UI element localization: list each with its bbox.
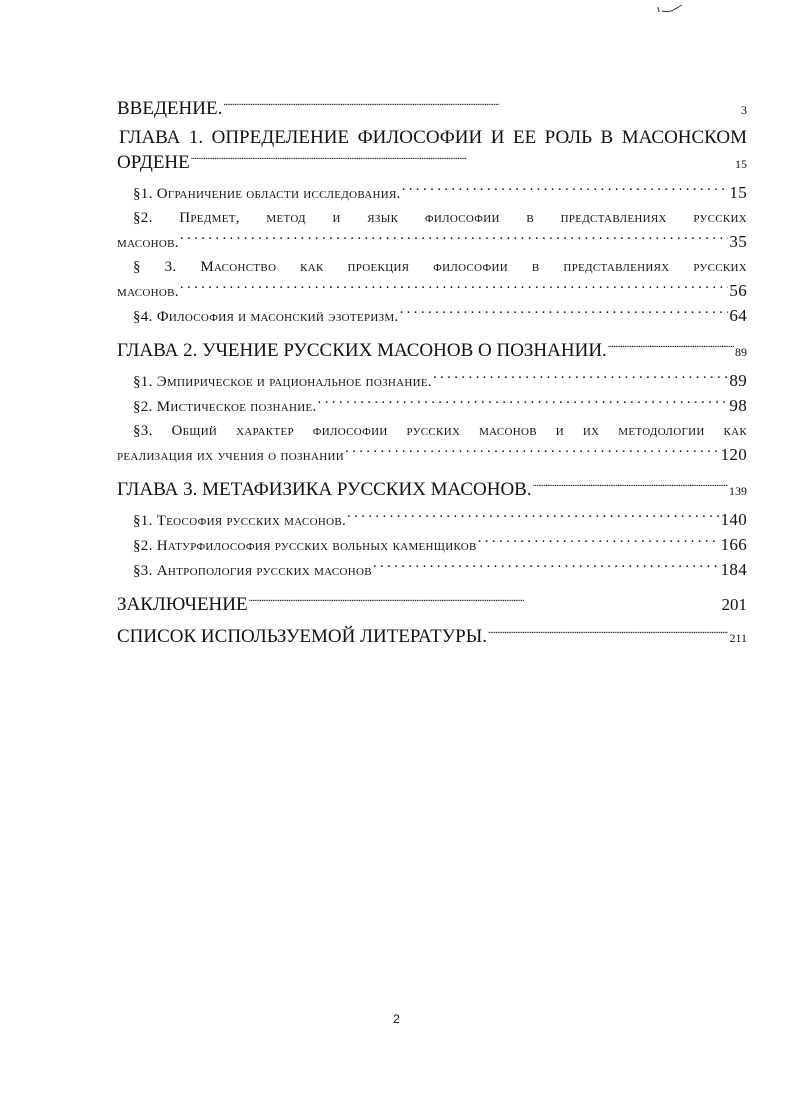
toc-entry-title: ЗАКЛЮЧЕНИЕ: [117, 594, 248, 615]
toc-entry-title-line2: реализация их учения о познании: [117, 448, 344, 464]
toc-entry-ch1-s1[interactable]: [133, 181, 747, 206]
table-of-contents: [117, 95, 747, 653]
toc-entry-ch1-s4[interactable]: [133, 304, 747, 329]
toc-entry-ch2-s1[interactable]: [133, 369, 747, 394]
dot-leader: [488, 623, 728, 642]
toc-entry-references[interactable]: [117, 623, 747, 653]
dot-leader: [249, 591, 721, 610]
toc-entry-page: 15: [735, 157, 747, 171]
dot-leader: [345, 445, 720, 460]
dot-leader: [533, 476, 728, 495]
toc-entry-title: ГЛАВА 2. УЧЕНИЕ РУССКИХ МАСОНОВ О ПОЗНАНИИ.: [117, 340, 607, 361]
dot-leader: [318, 396, 729, 411]
toc-entry-title: §2. Мистическое познание.: [133, 399, 317, 415]
toc-entry-title-line2: масонов.: [117, 235, 179, 251]
toc-entry-title: §1. Теософия русских масонов.: [133, 513, 347, 529]
toc-entry-ch3-s1[interactable]: [133, 508, 747, 533]
toc-entry-chapter-2[interactable]: [117, 337, 747, 367]
dot-leader: [402, 183, 729, 198]
dot-leader: [180, 281, 729, 296]
toc-entry-page: 3: [741, 103, 747, 117]
toc-entry-title-line2: масонов.: [117, 284, 179, 300]
page-number: 2: [393, 1012, 400, 1026]
toc-entry-ch3-s2[interactable]: [133, 533, 747, 558]
toc-entry-page: 89: [735, 345, 747, 359]
toc-entry-title: §1. Ограничение области исследования.: [133, 186, 401, 202]
toc-entry-ch2-s3[interactable]: [117, 419, 747, 468]
chapter-1-sections: [117, 181, 747, 329]
dot-leader: [608, 337, 734, 356]
toc-entry-title: §3. Антропология русских масонов: [133, 563, 372, 579]
toc-entry-page: 139: [729, 484, 747, 498]
toc-entry-page: 56: [729, 281, 747, 300]
dot-leader: [478, 535, 720, 550]
toc-entry-title: СПИСОК ИСПОЛЬЗУЕМОЙ ЛИТЕРАТУРЫ.: [117, 626, 488, 647]
dot-leader: [223, 95, 740, 114]
toc-entry-title-line1: ГЛАВА 1. ОПРЕДЕЛЕНИЕ ФИЛОСОФИИ И ЕЕ РОЛЬ В МАСОНСКОМ: [119, 127, 747, 148]
dot-leader: [433, 371, 728, 386]
toc-entry-ch3-s3[interactable]: [133, 558, 747, 583]
toc-entry-page: 201: [721, 595, 747, 614]
dot-leader: [347, 510, 720, 525]
toc-entry-title: §4. Философия и масонский эзотеризм.: [133, 309, 399, 325]
toc-entry-page: 211: [729, 631, 747, 645]
toc-entry-ch2-s2[interactable]: [133, 394, 747, 419]
toc-entry-page: 15: [729, 183, 747, 202]
toc-entry-page: 166: [720, 535, 747, 554]
chapter-3-sections: [117, 508, 747, 583]
toc-entry-title: ГЛАВА 3. МЕТАФИЗИКА РУССКИХ МАСОНОВ.: [117, 479, 532, 500]
toc-entry-page: 35: [729, 232, 747, 251]
handwritten-mark: [655, 2, 685, 16]
toc-entry-title-line1: §2. Предмет, метод и язык философии в представлениях русских: [133, 210, 747, 226]
toc-entry-ch1-s3[interactable]: [117, 255, 747, 304]
toc-entry-page: 64: [729, 306, 747, 325]
toc-entry-page: 140: [720, 510, 747, 529]
toc-entry-title-line2: ОРДЕНЕ: [117, 152, 190, 173]
toc-entry-title: §1. Эмпирическое и рациональное познание.: [133, 374, 432, 390]
dot-leader: [180, 232, 729, 247]
toc-entry-page: 184: [720, 560, 747, 579]
dot-leader: [400, 306, 729, 321]
toc-entry-page: 98: [729, 396, 747, 415]
toc-entry-ch1-s2[interactable]: [117, 206, 747, 255]
toc-entry-title: ВВЕДЕНИЕ.: [117, 98, 223, 119]
toc-entry-intro[interactable]: [117, 95, 747, 123]
dot-leader: [191, 149, 734, 168]
toc-entry-conclusion[interactable]: [117, 591, 747, 623]
toc-entry-title-line1: §3. Общий характер философии русских масонов и их методологии как: [133, 423, 747, 439]
toc-entry-chapter-1[interactable]: [117, 127, 747, 175]
toc-entry-chapter-3[interactable]: [117, 476, 747, 506]
dot-leader: [373, 560, 720, 575]
toc-entry-page: 120: [720, 445, 747, 464]
toc-entry-title: §2. Натурфилософия русских вольных каменщиков: [133, 538, 477, 554]
toc-entry-title-line1: § 3. Масонство как проекция философии в представлениях русских: [133, 259, 747, 275]
toc-entry-page: 89: [729, 371, 747, 390]
chapter-2-sections: [117, 369, 747, 468]
